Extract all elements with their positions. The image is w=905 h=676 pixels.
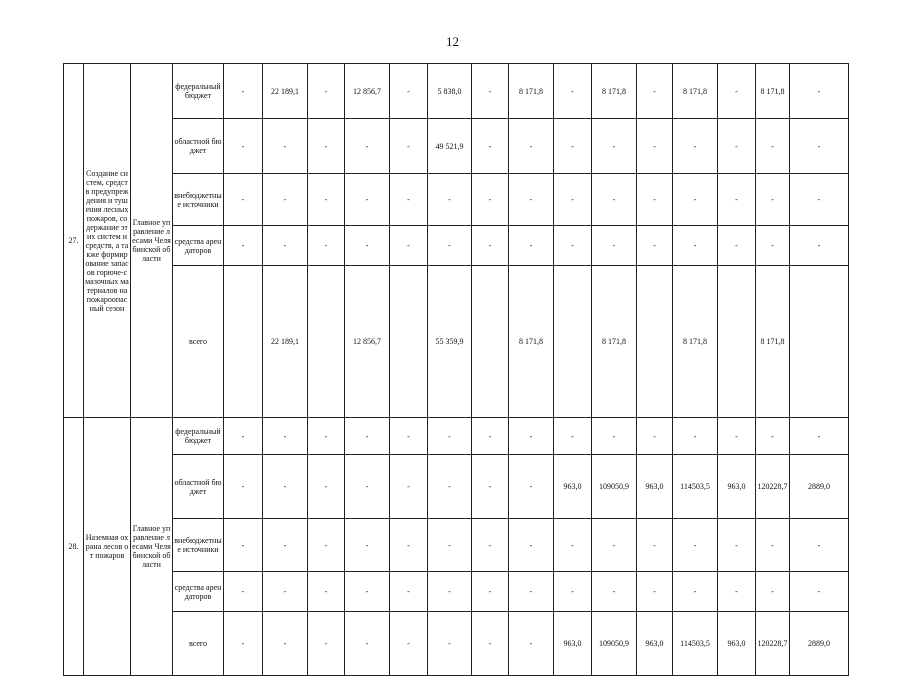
value-cell: - (592, 226, 637, 266)
value-cell: - (345, 572, 390, 612)
value-cell: - (592, 174, 637, 226)
executor: Главное управление лесами Челябинской области (131, 64, 173, 418)
funding-source: областной бюджет (173, 119, 224, 174)
value-cell: - (637, 572, 673, 612)
value-cell: - (390, 418, 428, 455)
value-cell: 12 856,7 (345, 266, 390, 418)
value-cell: 963,0 (637, 455, 673, 519)
value-cell: - (472, 226, 509, 266)
value-cell: - (592, 418, 637, 455)
value-cell: - (509, 119, 554, 174)
value-cell: - (224, 418, 263, 455)
value-cell: - (718, 64, 756, 119)
value-cell: - (509, 455, 554, 519)
value-cell: - (554, 519, 592, 572)
value-cell: - (224, 455, 263, 519)
value-cell: - (756, 174, 790, 226)
value-cell: - (345, 612, 390, 676)
value-cell: - (756, 572, 790, 612)
table-row (64, 455, 849, 519)
value-cell (472, 266, 509, 418)
value-cell: - (308, 519, 345, 572)
value-cell: - (308, 174, 345, 226)
value-cell: - (790, 572, 849, 612)
value-cell: - (509, 174, 554, 226)
value-cell: - (756, 519, 790, 572)
page-number: 12 (446, 34, 459, 49)
value-cell: - (509, 519, 554, 572)
value-cell: 8 171,8 (673, 64, 718, 119)
value-cell: 2889,0 (790, 455, 849, 519)
value-cell: - (554, 572, 592, 612)
value-cell: - (790, 119, 849, 174)
table-row (64, 174, 849, 226)
value-cell: - (263, 226, 308, 266)
executor: Главное управление лесами Челябинской области (131, 418, 173, 676)
funding-source: всего (173, 612, 224, 676)
value-cell: - (263, 418, 308, 455)
value-cell: - (224, 174, 263, 226)
value-cell: - (308, 119, 345, 174)
value-cell: - (308, 226, 345, 266)
row-number: 27. (64, 64, 84, 418)
value-cell: - (345, 119, 390, 174)
value-cell: - (472, 455, 509, 519)
value-cell: - (554, 119, 592, 174)
value-cell: - (790, 64, 849, 119)
value-cell: - (390, 612, 428, 676)
value-cell: - (718, 519, 756, 572)
value-cell: - (308, 572, 345, 612)
funding-source: федеральный бюджет (173, 64, 224, 119)
value-cell: 22 189,1 (263, 64, 308, 119)
value-cell: - (554, 174, 592, 226)
value-cell: - (718, 418, 756, 455)
value-cell: - (592, 119, 637, 174)
measure-name: Наземная охрана лесов от пожаров (84, 418, 131, 676)
value-cell: - (756, 226, 790, 266)
value-cell: - (554, 226, 592, 266)
value-cell: - (637, 174, 673, 226)
funding-source: внебюджетные источники (173, 174, 224, 226)
value-cell: - (554, 418, 592, 455)
funding-source: средства арендаторов (173, 572, 224, 612)
value-cell: - (592, 519, 637, 572)
value-cell: - (509, 418, 554, 455)
value-cell: 8 171,8 (756, 64, 790, 119)
value-cell: - (428, 226, 472, 266)
value-cell: - (345, 174, 390, 226)
value-cell: 12 856,7 (345, 64, 390, 119)
table-row (64, 612, 849, 676)
value-cell: - (472, 418, 509, 455)
value-cell: - (428, 418, 472, 455)
value-cell: - (472, 612, 509, 676)
value-cell: - (345, 519, 390, 572)
value-cell: - (472, 572, 509, 612)
value-cell: - (390, 455, 428, 519)
funding-source: областной бюджет (173, 455, 224, 519)
value-cell: - (592, 572, 637, 612)
value-cell: 963,0 (718, 612, 756, 676)
value-cell: - (673, 519, 718, 572)
value-cell: - (308, 64, 345, 119)
budget-table (63, 63, 849, 676)
value-cell (224, 266, 263, 418)
value-cell: - (345, 418, 390, 455)
table-row (64, 64, 849, 119)
value-cell: - (224, 519, 263, 572)
value-cell (637, 266, 673, 418)
value-cell: - (509, 572, 554, 612)
value-cell: - (790, 226, 849, 266)
value-cell: - (756, 119, 790, 174)
value-cell: - (224, 64, 263, 119)
value-cell: - (263, 119, 308, 174)
value-cell: 22 189,1 (263, 266, 308, 418)
value-cell: - (390, 519, 428, 572)
value-cell: - (308, 418, 345, 455)
value-cell (390, 266, 428, 418)
value-cell: - (263, 519, 308, 572)
value-cell: - (718, 119, 756, 174)
value-cell: 963,0 (554, 455, 592, 519)
funding-source: средства арендаторов (173, 226, 224, 266)
value-cell: 5 838,0 (428, 64, 472, 119)
value-cell: - (224, 572, 263, 612)
value-cell: - (308, 455, 345, 519)
value-cell: - (263, 612, 308, 676)
value-cell: - (224, 612, 263, 676)
value-cell: - (509, 226, 554, 266)
value-cell (718, 266, 756, 418)
value-cell: - (673, 572, 718, 612)
value-cell: - (428, 572, 472, 612)
value-cell: - (637, 64, 673, 119)
value-cell: - (390, 226, 428, 266)
value-cell: - (472, 519, 509, 572)
value-cell: - (673, 226, 718, 266)
value-cell: - (345, 455, 390, 519)
row-number: 28. (64, 418, 84, 676)
value-cell: - (673, 174, 718, 226)
value-cell (308, 266, 345, 418)
value-cell: 8 171,8 (673, 266, 718, 418)
value-cell: - (263, 174, 308, 226)
value-cell: 8 171,8 (509, 266, 554, 418)
value-cell: - (637, 226, 673, 266)
value-cell: - (637, 119, 673, 174)
value-cell: 8 171,8 (509, 64, 554, 119)
value-cell: - (428, 455, 472, 519)
funding-source: всего (173, 266, 224, 418)
budget-table-body (64, 64, 849, 676)
value-cell: 120228,7 (756, 612, 790, 676)
value-cell: 109050,9 (592, 612, 637, 676)
value-cell: 963,0 (718, 455, 756, 519)
value-cell: - (790, 174, 849, 226)
value-cell: - (790, 519, 849, 572)
value-cell: - (390, 119, 428, 174)
value-cell: - (673, 418, 718, 455)
table-row (64, 266, 849, 418)
funding-source: федеральный бюджет (173, 418, 224, 455)
value-cell: - (390, 572, 428, 612)
value-cell: - (224, 119, 263, 174)
value-cell: - (472, 119, 509, 174)
value-cell: 55 359,9 (428, 266, 472, 418)
value-cell: 114503,5 (673, 612, 718, 676)
value-cell: - (428, 519, 472, 572)
value-cell: 120228,7 (756, 455, 790, 519)
value-cell: 8 171,8 (592, 64, 637, 119)
value-cell: - (718, 174, 756, 226)
value-cell: 49 521,9 (428, 119, 472, 174)
value-cell: - (756, 418, 790, 455)
value-cell: 109050,9 (592, 455, 637, 519)
value-cell: - (673, 119, 718, 174)
table-row (64, 119, 849, 174)
value-cell: - (718, 226, 756, 266)
value-cell (554, 266, 592, 418)
value-cell: 114503,5 (673, 455, 718, 519)
value-cell: 8 171,8 (592, 266, 637, 418)
value-cell: - (472, 64, 509, 119)
value-cell: - (637, 418, 673, 455)
value-cell: - (637, 519, 673, 572)
value-cell: - (428, 612, 472, 676)
funding-source: внебюджетные источники (173, 519, 224, 572)
value-cell: - (554, 64, 592, 119)
table-row (64, 519, 849, 572)
table-row (64, 572, 849, 612)
value-cell: - (263, 572, 308, 612)
value-cell: - (224, 226, 263, 266)
value-cell: 8 171,8 (756, 266, 790, 418)
value-cell: - (390, 64, 428, 119)
measure-name: Создание систем, средств предупреждения и тушения лесных пожаров, содержание этих систем и средств, а также формирование запасов горюче-смазочных материалов на пожароопасный сезон (84, 64, 131, 418)
value-cell: - (390, 174, 428, 226)
value-cell: - (509, 612, 554, 676)
value-cell: - (428, 174, 472, 226)
value-cell: - (472, 174, 509, 226)
table-row (64, 226, 849, 266)
value-cell: 963,0 (637, 612, 673, 676)
value-cell: - (263, 455, 308, 519)
value-cell: - (718, 572, 756, 612)
value-cell: 2889,0 (790, 612, 849, 676)
table-row (64, 418, 849, 455)
value-cell (790, 266, 849, 418)
value-cell: - (345, 226, 390, 266)
value-cell: 963,0 (554, 612, 592, 676)
value-cell: - (790, 418, 849, 455)
value-cell: - (308, 612, 345, 676)
